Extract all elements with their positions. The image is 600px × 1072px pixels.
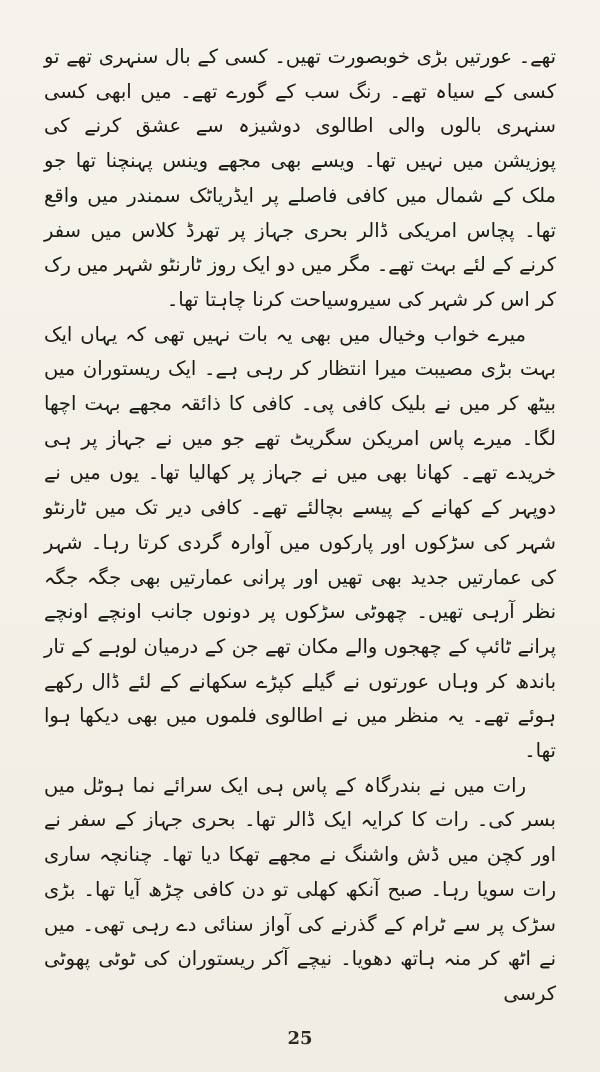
paragraph-3: رات میں نے بندرگاہ کے پاس ہی ایک سرائے نما ہوٹل میں بسر کی۔ رات کا کرایہ ایک ڈالر تھا۔ بحری جہاز کے سفر نے اور کچن میں ڈش واشنگ نے مجھے تھکا دیا تھا۔ چنانچہ ساری رات سویا رہا۔ صبح آنکھ کھلی تو دن کافی چڑھ آیا تھا۔ بڑی سڑک پر سے ٹرام کے گذرنے کی آواز سنائی دے رہی تھی۔ میں نے اٹھ کر منہ ہاتھ دھویا۔ نیچے آکر ریستوران کی ٹوٹی پھوٹی کرسی (44, 773, 556, 1005)
body-text (44, 40, 556, 1012)
paragraph-2: میرے خواب وخیال میں بھی یہ بات نہیں تھی کہ یہاں ایک بہت بڑی مصیبت میرا انتظار کر رہی ہے۔ ایک ریستوران میں بیٹھ کر میں نے بلیک کافی پی۔ کافی کا ذائقہ مجھے بہت اچھا لگا۔ میرے پاس امریکن سگریٹ تھے جو میں نے جہاز پر ہی خریدے تھے۔ کھانا بھی میں نے جہاز پر کھالیا تھا۔ یوں میں نے دوپہر کے کھانے کے پیسے بچالئے تھے۔ کافی دیر تک میں ٹارنٹو شہر کی سڑکوں اور پارکوں میں آوارہ گردی کرتا رہا۔ شہر کی عمارتیں جدید بھی تھیں اور پرانی عمارتیں بھی جگہ جگہ نظر آرہی تھیں۔ چھوٹی سڑکوں پر دونوں جانب اونچے اونچے پرانے ٹائپ کے چھجوں والے مکان تھے جن کے درمیان لوہے کے تار باندھ کر وہاں عورتوں نے گیلے کپڑے سکھانے کے لئے ڈال رکھے ہوئے تھے۔ یہ منظر میں نے اطالوی فلموں میں بھی دیکھا ہوا تھا۔ (44, 322, 556, 763)
page-number: 25 (287, 1028, 313, 1049)
paragraph-1: تھے۔ عورتیں بڑی خوبصورت تھیں۔ کسی کے بال سنہری تھے تو کسی کے سیاہ تھے۔ رنگ سب کے گورے تھے۔ میں ابھی کسی سنہری بالوں والی اطالوی دوشیزہ سے عشق کرنے کی پوزیشن میں نہیں تھا۔ ویسے بھی مجھے وینس پہنچنا تھا جو ملک کے شمال میں کافی فاصلے پر ایڈریاٹک سمندر میں واقع تھا۔ پچاس امریکی ڈالر بحری جہاز پر تھرڈ کلاس میں سفر کرنے کے لئے بہت تھے۔ مگر میں دو ایک روز ٹارنٹو شہر میں رک کر اس کر شہر کی سیروسیاحت کرنا چاہتا تھا۔ (44, 45, 556, 311)
